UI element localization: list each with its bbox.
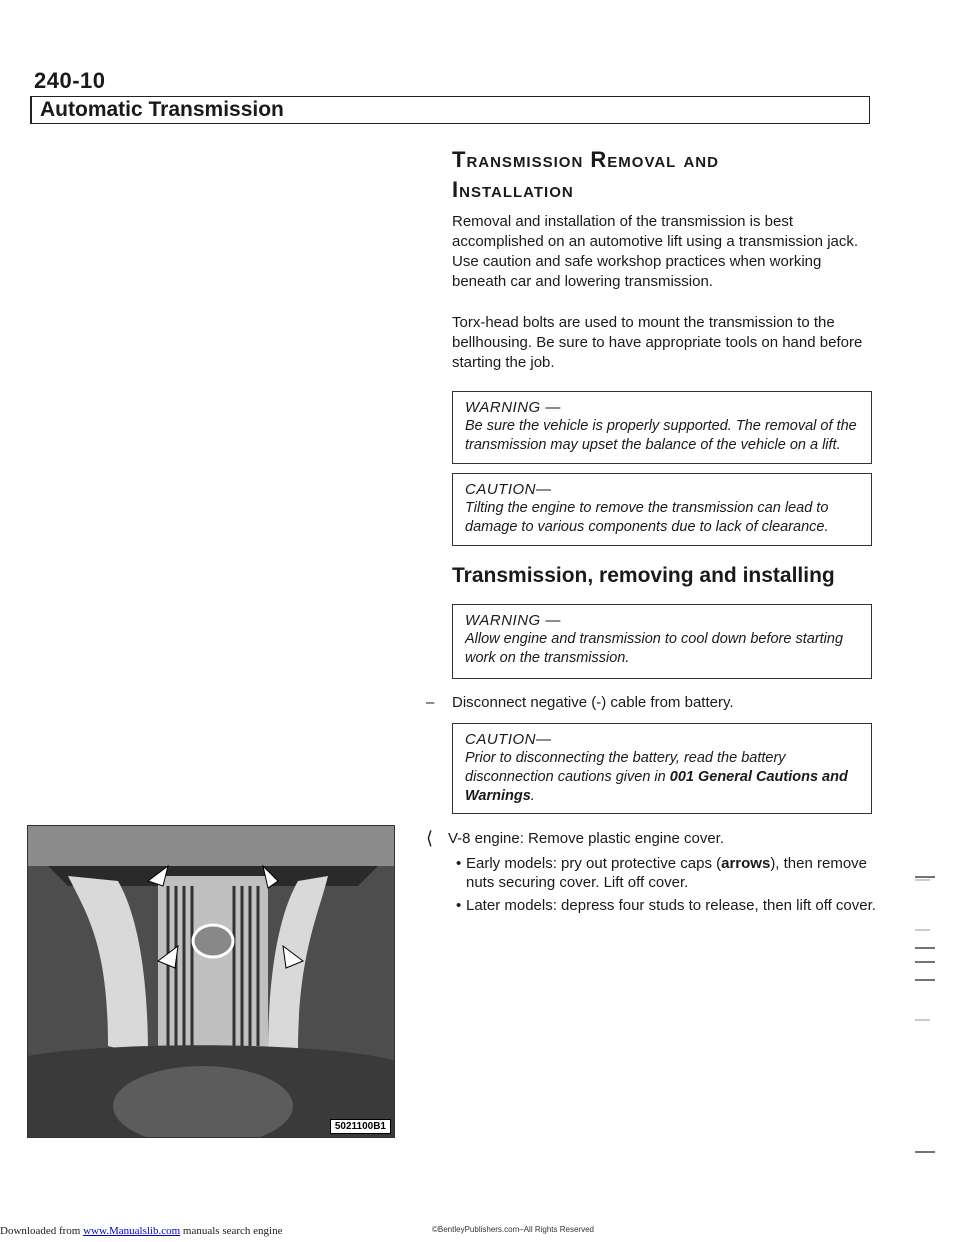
caution-text: Prior to disconnecting the battery, read the battery disconnection cautions given in 001 General Cautions and Warnings. [465,750,848,804]
engine-photo [27,825,395,1138]
caution-title: CAUTION— [465,731,552,748]
step-text: V-8 engine: Remove plastic engine cover. [448,830,724,847]
download-footer: Downloaded from www.Manualslib.com manuals search engine [0,1225,283,1237]
cross-reference: 001 General Cautions and Warnings [465,769,848,804]
caution-box-1 [452,473,872,546]
page-number: 240-10 [34,68,106,93]
paragraph-1: Removal and installation of the transmission is best accomplished on an automotive lift using a transmission jack. Use caution and safe workshop practices when working beneath car and lowering transmission. [452,213,859,290]
paragraph-2: Torx-head bolts are used to mount the transmission to the bellhousing. Be sure to have appropriate tools on hand before starting the job. [452,314,863,371]
intro-paragraph [452,212,872,292]
torx-paragraph [452,313,872,373]
warning-box-2 [452,604,872,679]
arrows-label: arrows [721,855,771,872]
main-heading-line2: Installation [452,177,574,202]
main-heading-line1: Transmission Removal and [452,147,719,172]
warning-text: Allow engine and transmission to cool down before starting work on the transmission. [465,631,844,666]
pointer-arrow-icon: ⟨ [426,828,434,848]
margin-scan-marks [900,380,940,1180]
caution-box-2 [452,723,872,814]
warning-title: WARNING — [465,612,561,629]
caution-text: Tilting the engine to remove the transmission can lead to damage to various components due to lack of clearance. [465,500,829,535]
caution-title: CAUTION— [465,481,552,498]
procedure-heading: Transmission, removing and installing [452,564,835,587]
bullet-icon: • [456,855,462,872]
bullet-icon: • [456,897,462,914]
section-title: Automatic Transmission [40,98,284,121]
warning-text: Be sure the vehicle is properly supported. The removal of the transmission may upset the balance of the vehicle on a lift. [465,418,857,453]
figure-code: 5021100B1 [330,1119,391,1134]
engine-cover-illustration [28,826,395,1138]
warning-box-1 [452,391,872,464]
manualslib-link[interactable]: www.Manualslib.com [83,1225,181,1237]
step-text: Disconnect negative (-) cable from battery. [452,694,734,711]
step-remove-cover [426,828,724,849]
main-heading [452,145,872,205]
warning-title: WARNING — [465,399,561,416]
bullet-later-models: • Later models: depress four studs to release, then lift off cover. [456,897,876,914]
step-disconnect-battery [426,693,734,713]
section-header-bar [30,96,870,124]
copyright-notice: ©BentleyPublishers.com–All Rights Reserved [432,1225,594,1234]
dash-marker: – [426,694,435,711]
bullet-early-models: • Early models: pry out protective caps (arrows), then remove nuts securing cover. Lift off cover. [456,855,868,891]
